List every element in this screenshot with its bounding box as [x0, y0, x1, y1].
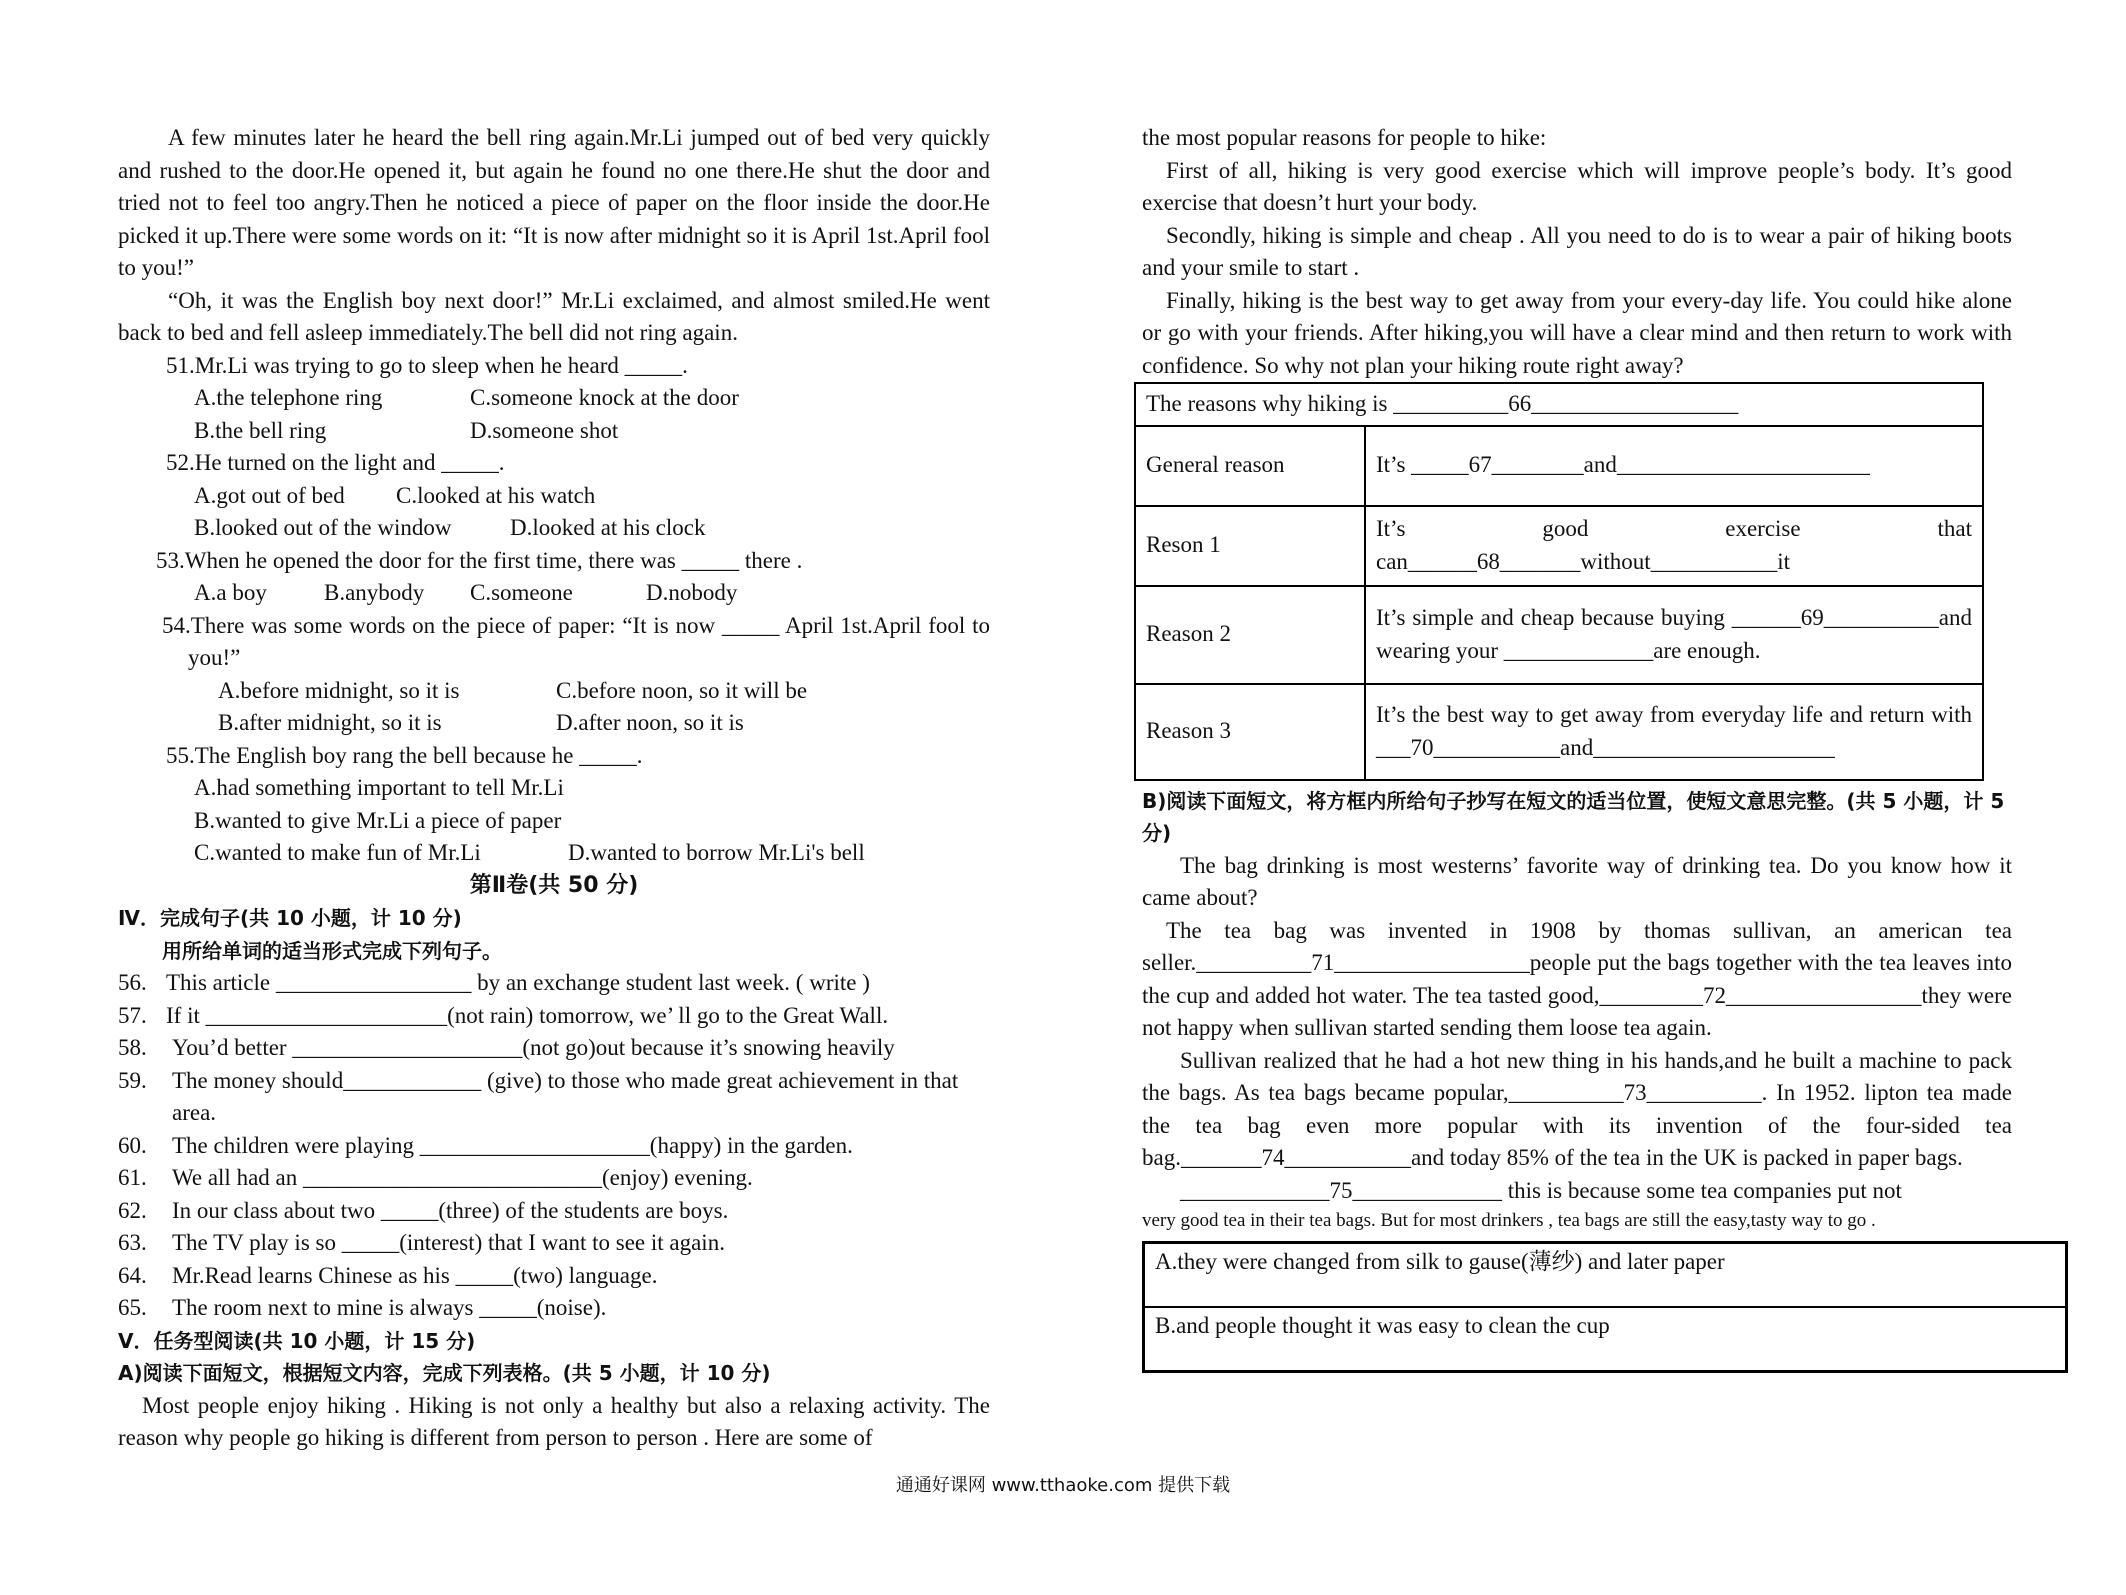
fill-item	[118, 1162, 990, 1195]
option-d: D.after noon, so it is	[556, 710, 744, 735]
fill-item	[118, 1260, 990, 1293]
table-row	[1135, 506, 1983, 586]
option-d: D.someone shot	[470, 417, 619, 443]
table-row	[1135, 426, 1983, 506]
story-paragraph: A few minutes later he heard the bell ring again.Mr.Li jumped out of bed very quickly and rushed to the door.He opened it, but again he found no one there.He shut the door and tried not to feel too angry.Then he noticed a piece of paper on the floor inside the door.He picked it up.There were some words on it: “It is now after midnight so it is April 1st.April fool to you!”	[118, 125, 990, 280]
fill-item	[118, 1032, 990, 1065]
hiking-table	[1134, 382, 1984, 781]
left-column	[118, 122, 990, 1455]
option-d: D.wanted to borrow Mr.Li's bell	[568, 840, 865, 865]
tea-paragraph: The bag drinking is most westerns’ favorite way of drinking tea. Do you know how it came about?	[1142, 852, 2012, 910]
tea-paragraph: The tea bag was invented in 1908 by thomas sullivan, an american tea seller.__________71_________________people put the bags together with the tea leaves into the cup and added hot water. The tea tasted good,_________72_________________they were not happy when sullivan started sending them loose tea again.	[1142, 917, 2012, 1040]
option-b: B.the bell ring	[194, 417, 327, 443]
fill-item	[118, 1195, 990, 1228]
options-row	[118, 707, 990, 740]
hiking-paragraph: First of all, hiking is very good exercise which will improve people’s body. It’s good exercise that doesn’t hurt your body.	[1142, 157, 2012, 215]
item-number: 63.	[118, 1230, 147, 1255]
fill-item	[118, 1227, 990, 1260]
option-d: D.nobody	[646, 580, 738, 605]
story-paragraph: “Oh, it was the English boy next door!” Mr.Li exclaimed, and almost smiled.He went back to bed and fell asleep immediately.The bell did not ring again.	[118, 287, 990, 345]
options-row	[118, 512, 990, 545]
fill-item	[118, 1292, 990, 1325]
hiking-paragraph: Most people enjoy hiking . Hiking is not only a healthy but also a relaxing activity. The reason why people go hiking is different from person to person . Here are some of	[118, 1392, 990, 1450]
row-label: General reason	[1135, 426, 1365, 506]
options-row	[118, 577, 990, 610]
subsection-title: B)阅读下面短文，将方框内所给句子抄写在短文的适当位置，使短文意思完整。(共 5 小题，计 5 分)	[1142, 788, 2005, 845]
tea-paragraph: Sullivan realized that he had a hot new thing in his hands,and he built a machine to pack the bags. As tea bags became popular,__________73__________. In 1952. lipton tea made the tea bag even more popular with its invention of the four-sided tea bag._______74___________and today 85% of the tea in the UK is packed in paper bags.	[1142, 1047, 2012, 1170]
subsection-title: A)阅读下面短文，根据短文内容，完成下列表格。(共 5 小题，计 10 分)	[118, 1361, 771, 1385]
item-sentence: The money should____________ (give) to those who made great achievement in that area.	[172, 1067, 959, 1125]
section-title: Ⅳ．完成句子(共 10 小题，计 10 分)	[118, 906, 462, 930]
question-51: 51.Mr.Li was trying to go to sleep when he heard _____.	[166, 352, 688, 378]
fill-list	[118, 967, 990, 1325]
part-title: 第Ⅱ卷(共 50 分)	[469, 872, 639, 898]
item-sentence: If it _____________________(not rain) tomorrow, we’ ll go to the Great Wall.	[166, 1002, 889, 1028]
option-c: C.someone	[470, 580, 573, 605]
hiking-paragraph: Secondly, hiking is simple and cheap . All you need to do is to wear a pair of hiking boots and your smile to start .	[1142, 222, 2012, 280]
option-b: B.looked out of the window	[194, 515, 452, 540]
row-text: It’s the best way to get away from everyday life and return with ___70___________and_____________________	[1365, 684, 1983, 780]
option-b: B.after midnight, so it is	[218, 710, 442, 735]
item-number: 64.	[118, 1262, 147, 1288]
tea-paragraph: very good tea in their tea bags. But for most drinkers , tea bags are still the easy,tasty way to go .	[1142, 1210, 1876, 1231]
option-c: C.wanted to make fun of Mr.Li	[194, 840, 481, 865]
question-54: 54.There was some words on the piece of paper: “It is now _____ April 1st.April fool to you!”	[162, 612, 990, 670]
table-row	[1135, 586, 1983, 684]
hiking-paragraph: the most popular reasons for people to hike:	[1142, 125, 1547, 150]
item-number: 60.	[118, 1132, 147, 1158]
sentence-option-b: B.and people thought it was easy to clean the cup	[1144, 1307, 2067, 1372]
row-text: It’s _____67________and______________________	[1365, 426, 1983, 506]
option-a: A.a boy	[194, 580, 267, 605]
tea-paragraph: _____________75_____________ this is because some tea companies put not	[1180, 1177, 1902, 1203]
option-c: C.looked at his watch	[396, 482, 596, 508]
option-a: A.got out of bed	[194, 482, 345, 508]
fill-item	[118, 967, 990, 1000]
section-title: Ⅴ．任务型阅读(共 10 小题，计 15 分)	[118, 1328, 476, 1353]
hiking-paragraph: Finally, hiking is the best way to get away from your every-day life. You could hike alone or go with your friends. After hiking,you will have a clear mind and then return to work with confidence. So why not plan your hiking route right away?	[1142, 287, 2012, 378]
item-number: 65.	[118, 1295, 147, 1320]
sentence-option-a: A.they were changed from silk to gause(薄纱) and later paper	[1144, 1243, 2067, 1308]
row-label: Reason 2	[1135, 586, 1365, 684]
option-a: A.before midnight, so it is	[218, 677, 460, 703]
table-row	[1135, 684, 1983, 780]
option-b: B.wanted to give Mr.Li a piece of paper	[194, 807, 562, 833]
fill-item	[118, 1000, 990, 1033]
fill-item	[118, 1065, 990, 1130]
item-number: 62.	[118, 1197, 147, 1223]
item-sentence: In our class about two _____(three) of the students are boys.	[172, 1197, 729, 1223]
options-row	[118, 382, 990, 415]
option-b: B.anybody	[324, 580, 425, 605]
item-sentence: You’d better ____________________(not go)out because it’s snowing heavily	[172, 1035, 895, 1060]
section-instruction: 用所给单词的适当形式完成下列句子。	[162, 938, 502, 963]
option-a: A.the telephone ring	[194, 385, 383, 410]
footer-source: 通通好课网 www.tthaoke.com 提供下载	[895, 1475, 1231, 1496]
options-row	[118, 480, 990, 513]
item-sentence: This article _________________ by an exchange student last week. ( write )	[166, 970, 870, 995]
item-sentence: We all had an __________________________(enjoy) evening.	[172, 1165, 753, 1190]
row-label: Reson 1	[1135, 506, 1365, 586]
item-number: 57.	[118, 1002, 147, 1028]
item-sentence: The room next to mine is always _____(noise).	[172, 1295, 607, 1320]
row-text: It’s good exercise that can______68_______without___________it	[1365, 506, 1983, 586]
row-label: Reason 3	[1135, 684, 1365, 780]
question-55: 55.The English boy rang the bell because he _____.	[166, 742, 643, 768]
options-row	[118, 415, 990, 448]
item-number: 61.	[118, 1165, 147, 1190]
option-d: D.looked at his clock	[510, 515, 706, 540]
item-sentence: The TV play is so _____(interest) that I want to see it again.	[172, 1230, 725, 1255]
option-a: A.had something important to tell Mr.Li	[194, 775, 564, 800]
item-sentence: Mr.Read learns Chinese as his _____(two) language.	[172, 1262, 658, 1288]
options-row	[118, 675, 990, 708]
question-53: 53.When he opened the door for the first time, there was _____ there .	[156, 547, 803, 573]
right-column	[1142, 122, 2012, 1373]
item-number: 56.	[118, 970, 147, 995]
option-c: C.someone knock at the door	[470, 385, 739, 410]
question-52: 52.He turned on the light and _____.	[166, 450, 505, 475]
options-row	[118, 837, 990, 870]
table-header: The reasons why hiking is __________66__________________	[1135, 383, 1983, 426]
fill-item	[118, 1130, 990, 1163]
item-number: 59.	[118, 1067, 147, 1093]
item-sentence: The children were playing ____________________(happy) in the garden.	[172, 1132, 853, 1158]
option-c: C.before noon, so it will be	[556, 677, 808, 703]
item-number: 58.	[118, 1035, 147, 1060]
sentence-box	[1142, 1241, 2068, 1373]
row-text: It’s simple and cheap because buying ______69__________and wearing your _____________are enough.	[1365, 586, 1983, 684]
